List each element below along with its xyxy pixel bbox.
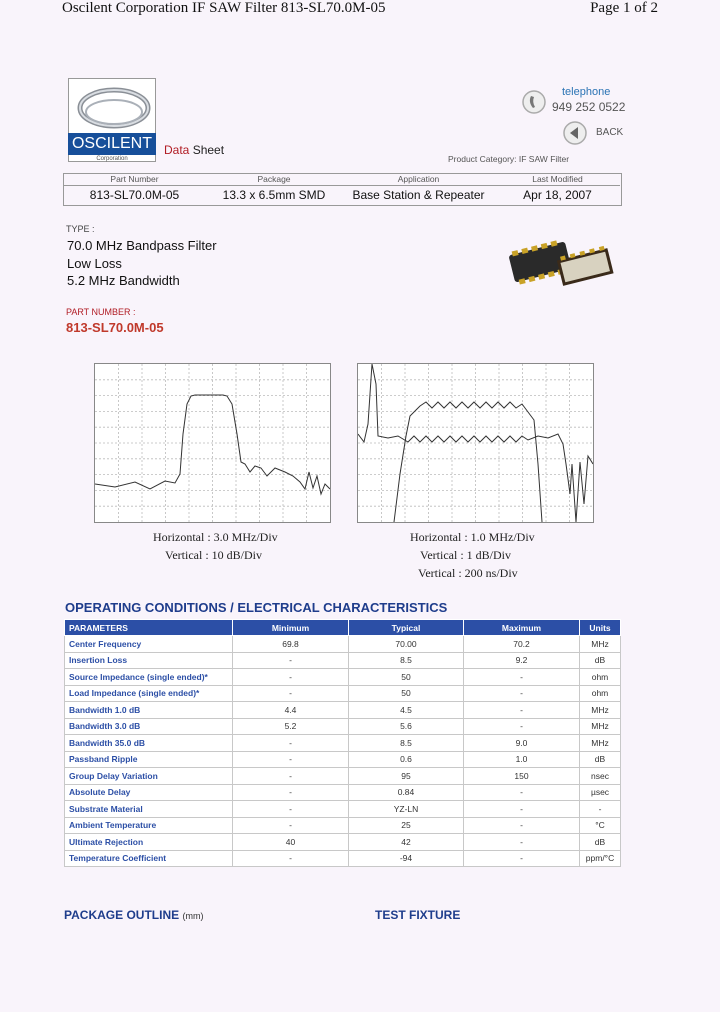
spec-maximum: - bbox=[464, 817, 580, 834]
spec-minimum: - bbox=[233, 784, 349, 801]
spec-header-minimum: Minimum bbox=[233, 620, 349, 636]
spec-parameter: Bandwidth 35.0 dB bbox=[65, 735, 233, 752]
table-row bbox=[65, 702, 621, 719]
spec-minimum: - bbox=[233, 768, 349, 785]
back-link[interactable]: BACK bbox=[596, 127, 624, 138]
table-row bbox=[65, 768, 621, 785]
table-row bbox=[65, 652, 621, 669]
spec-units: - bbox=[580, 801, 621, 818]
info-table bbox=[63, 173, 620, 204]
spec-units: µsec bbox=[580, 784, 621, 801]
plot2-caption-vertical-db: Vertical : 1 dB/Div bbox=[420, 548, 511, 562]
spec-typical: YZ-LN bbox=[349, 801, 464, 818]
spec-maximum: 9.2 bbox=[464, 652, 580, 669]
table-row bbox=[65, 669, 621, 686]
spec-header-parameters: PARAMETERS bbox=[65, 620, 233, 636]
spec-parameter: Temperature Coefficient bbox=[65, 850, 233, 867]
info-header-application: Application bbox=[342, 173, 495, 186]
spec-units: ohm bbox=[580, 669, 621, 686]
spec-minimum: 5.2 bbox=[233, 718, 349, 735]
type-line: 70.0 MHz Bandpass Filter bbox=[67, 238, 217, 253]
type-label: TYPE : bbox=[66, 224, 95, 234]
spec-minimum: - bbox=[233, 850, 349, 867]
spec-parameter: Substrate Material bbox=[65, 801, 233, 818]
spec-parameter: Group Delay Variation bbox=[65, 768, 233, 785]
table-row bbox=[65, 636, 621, 653]
info-part-number: 813-SL70.0M-05 bbox=[89, 188, 180, 202]
spec-minimum: - bbox=[233, 669, 349, 686]
spec-units: MHz bbox=[580, 735, 621, 752]
spec-typical: 50 bbox=[349, 669, 464, 686]
spec-maximum: 1.0 bbox=[464, 751, 580, 768]
spec-minimum: 69.8 bbox=[233, 636, 349, 653]
spec-typical: 50 bbox=[349, 685, 464, 702]
spec-typical: 4.5 bbox=[349, 702, 464, 719]
part-number-value: 813-SL70.0M-05 bbox=[66, 320, 164, 335]
spec-maximum: - bbox=[464, 801, 580, 818]
spec-minimum: - bbox=[233, 817, 349, 834]
spec-minimum: - bbox=[233, 685, 349, 702]
spec-units: MHz bbox=[580, 636, 621, 653]
spec-units: °C bbox=[580, 817, 621, 834]
back-arrow-icon[interactable] bbox=[562, 120, 588, 146]
spec-parameter: Load Impedance (single ended)* bbox=[65, 685, 233, 702]
table-row bbox=[65, 834, 621, 851]
spec-parameter: Passband Ripple bbox=[65, 751, 233, 768]
spec-units: MHz bbox=[580, 718, 621, 735]
spec-maximum: 9.0 bbox=[464, 735, 580, 752]
info-header-last-modified: Last Modified bbox=[495, 173, 620, 186]
section-title: OPERATING CONDITIONS / ELECTRICAL CHARACTERISTICS bbox=[65, 600, 448, 615]
spec-parameter: Bandwidth 3.0 dB bbox=[65, 718, 233, 735]
info-application: Base Station & Repeater bbox=[352, 188, 485, 202]
spec-typical: 8.5 bbox=[349, 735, 464, 752]
spec-maximum: - bbox=[464, 784, 580, 801]
table-row bbox=[65, 801, 621, 818]
passband-group-delay-plot bbox=[357, 363, 594, 523]
spec-units: ohm bbox=[580, 685, 621, 702]
info-header-package: Package bbox=[206, 173, 342, 186]
spec-units: dB bbox=[580, 834, 621, 851]
logo-wordmark: OSCILENT bbox=[68, 133, 156, 155]
product-category: Product Category: IF SAW Filter bbox=[448, 154, 570, 164]
spec-maximum: - bbox=[464, 669, 580, 686]
plot2-caption-vertical-ns: Vertical : 200 ns/Div bbox=[418, 566, 518, 580]
spec-maximum: - bbox=[464, 702, 580, 719]
plot1-caption-horizontal: Horizontal : 3.0 MHz/Div bbox=[153, 530, 278, 544]
spec-maximum: - bbox=[464, 685, 580, 702]
type-line: 5.2 MHz Bandwidth bbox=[67, 273, 180, 288]
part-number-label: PART NUMBER : bbox=[66, 307, 136, 317]
telephone-label: telephone bbox=[562, 86, 611, 98]
telephone-number[interactable]: 949 252 0522 bbox=[552, 100, 626, 114]
table-row bbox=[65, 718, 621, 735]
info-header-part-number: Part Number bbox=[63, 173, 206, 186]
package-outline-unit: (mm) bbox=[182, 911, 204, 921]
spec-maximum: 150 bbox=[464, 768, 580, 785]
spec-typical: 5.6 bbox=[349, 718, 464, 735]
spec-typical: 70.00 bbox=[349, 636, 464, 653]
type-line: Low Loss bbox=[67, 256, 122, 271]
spec-typical: -94 bbox=[349, 850, 464, 867]
telephone-icon[interactable] bbox=[521, 89, 547, 115]
table-row bbox=[65, 817, 621, 834]
plot1-caption-vertical: Vertical : 10 dB/Div bbox=[165, 548, 262, 562]
spec-minimum: - bbox=[233, 751, 349, 768]
spec-typical: 95 bbox=[349, 768, 464, 785]
plot2-caption-horizontal: Horizontal : 1.0 MHz/Div bbox=[410, 530, 535, 544]
package-outline-label: PACKAGE OUTLINE bbox=[64, 908, 180, 922]
spec-header-maximum: Maximum bbox=[464, 620, 580, 636]
spec-units: dB bbox=[580, 652, 621, 669]
datasheet-word-sheet: Sheet bbox=[192, 143, 225, 157]
table-row bbox=[65, 685, 621, 702]
logo-corporation: Corporation bbox=[96, 156, 128, 162]
spec-parameter: Insertion Loss bbox=[65, 652, 233, 669]
spec-minimum: 40 bbox=[233, 834, 349, 851]
header-title: Oscilent Corporation IF SAW Filter 813-SL70.0M-05 bbox=[62, 0, 386, 16]
table-row bbox=[65, 735, 621, 752]
spec-table-body bbox=[65, 636, 621, 867]
spec-parameter: Bandwidth 1.0 dB bbox=[65, 702, 233, 719]
saw-filter-package-image bbox=[505, 232, 615, 298]
spec-minimum: 4.4 bbox=[233, 702, 349, 719]
spec-parameter: Center Frequency bbox=[65, 636, 233, 653]
spec-units: ppm/°C bbox=[580, 850, 621, 867]
spec-header-units: Units bbox=[580, 620, 621, 636]
spec-typical: 0.6 bbox=[349, 751, 464, 768]
electrical-characteristics-table bbox=[64, 619, 621, 867]
spec-header-typical: Typical bbox=[349, 620, 464, 636]
spec-parameter: Source Impedance (single ended)* bbox=[65, 669, 233, 686]
info-last-modified: Apr 18, 2007 bbox=[523, 188, 592, 202]
table-row bbox=[65, 850, 621, 867]
spec-typical: 42 bbox=[349, 834, 464, 851]
spec-typical: 25 bbox=[349, 817, 464, 834]
page-indicator: Page 1 of 2 bbox=[590, 0, 658, 16]
table-row bbox=[65, 751, 621, 768]
spec-parameter: Ambient Temperature bbox=[65, 817, 233, 834]
frequency-response-plot bbox=[94, 363, 331, 523]
test-fixture-title: TEST FIXTURE bbox=[375, 908, 461, 922]
spec-maximum: - bbox=[464, 718, 580, 735]
spec-minimum: - bbox=[233, 652, 349, 669]
spec-typical: 8.5 bbox=[349, 652, 464, 669]
spec-parameter: Absolute Delay bbox=[65, 784, 233, 801]
datasheet-word-data: Data bbox=[164, 143, 190, 157]
spec-units: MHz bbox=[580, 702, 621, 719]
spec-typical: 0.84 bbox=[349, 784, 464, 801]
spec-parameter: Ultimate Rejection bbox=[65, 834, 233, 851]
spec-maximum: 70.2 bbox=[464, 636, 580, 653]
package-outline-title bbox=[64, 908, 203, 922]
table-row bbox=[65, 784, 621, 801]
spec-units: nsec bbox=[580, 768, 621, 785]
info-package: 13.3 x 6.5mm SMD bbox=[222, 188, 326, 202]
spec-minimum: - bbox=[233, 801, 349, 818]
spec-maximum: - bbox=[464, 850, 580, 867]
spec-minimum: - bbox=[233, 735, 349, 752]
datasheet-label bbox=[164, 143, 224, 157]
spec-maximum: - bbox=[464, 834, 580, 851]
spec-units: dB bbox=[580, 751, 621, 768]
